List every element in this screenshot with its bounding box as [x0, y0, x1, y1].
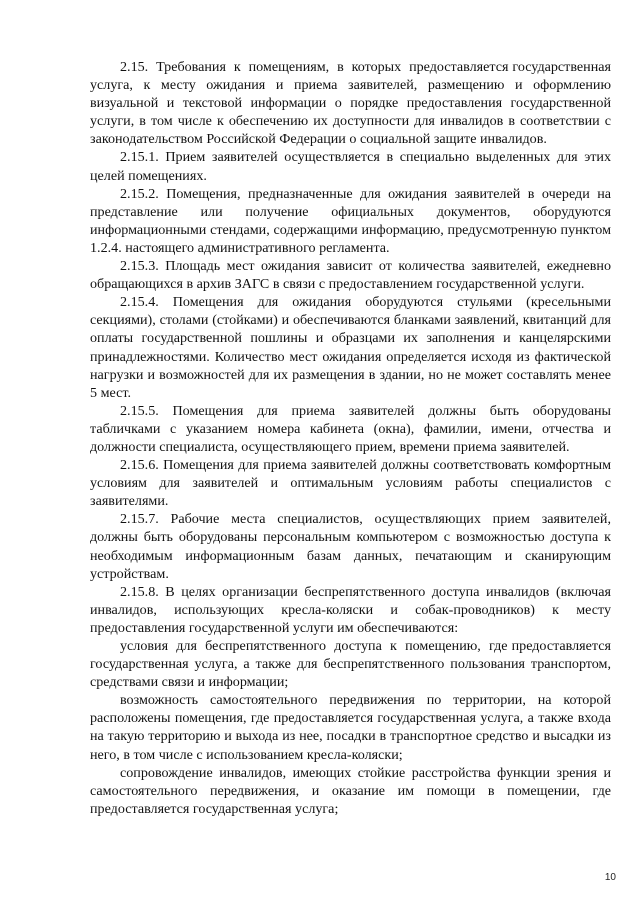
list-item-independent-movement: возможность самостоятельного передвижения по территории, на которой расположены помещения, где предоставляется государственная услуга, а также входа на такую территорию и выхода из нее, посадки в транспортное средство и высадки из него, в том числе с использованием кресла-коляски;	[90, 692, 611, 763]
paragraph-2-15-7: 2.15.7. Рабочие места специалистов, осуществляющих прием заявителей, должны быть оборудованы персональным компьютером с возможностью доступа к необходимым информационным базам данных, печатающим и сканирующим устройствам.	[90, 511, 611, 582]
page-number: 10	[604, 872, 616, 883]
list-item-access-conditions: условия для беспрепятственного доступа к помещению, где предоставляется государственная услуга, а также для беспрепятственного пользования транспортом, средствами связи и информации;	[90, 638, 611, 691]
document-body	[90, 58, 611, 818]
list-item-escort-assistance: сопровождение инвалидов, имеющих стойкие расстройства функции зрения и самостоятельного передвижения, и оказание им помощи в помещении, где предоставляется государственная услуга;	[90, 764, 611, 817]
paragraph-2-15-8: 2.15.8. В целях организации беспрепятственного доступа инвалидов (включая инвалидов, использующих кресла-коляски и собак-проводников) к месту предоставления государственной услуги им обеспечиваются:	[90, 583, 611, 636]
paragraph-2-15-3: 2.15.3. Площадь мест ожидания зависит от количества заявителей, ежедневно обращающихся в архив ЗАГС в связи с предоставлением государственной услуги.	[90, 258, 611, 293]
paragraph-2-15-4: 2.15.4. Помещения для ожидания оборудуются стульями (кресельными секциями), столами (стойками) и обеспечиваются бланками заявлений, квитанций для оплаты государственной пошлины и образцами их заполнения и канцелярскими принадлежностями. Количество мест ожидания определяется исходя из фактической нагрузки и возможностей для их размещения в здании, но не может составлять менее 5 мест.	[90, 294, 611, 401]
paragraph-2-15-5: 2.15.5. Помещения для приема заявителей должны быть оборудованы табличками с указанием номера кабинета (окна), фамилии, имени, отчества и должности специалиста, осуществляющего прием, времени приема заявителей.	[90, 402, 611, 455]
paragraph-2-15-1: 2.15.1. Прием заявителей осуществляется в специально выделенных для этих целей помещениях.	[90, 149, 611, 184]
paragraph-2-15-2: 2.15.2. Помещения, предназначенные для ожидания заявителей в очереди на представление или получение официальных документов, оборудуются информационными стендами, содержащими информацию, предусмотренную пунктом 1.2.4. настоящего административного регламента.	[90, 185, 611, 256]
paragraph-2-15: 2.15. Требования к помещениям, в которых предоставляется государственная услуга, к месту ожидания и приема заявителей, размещению и оформлению визуальной и текстовой информации о порядке предоставления государственной услуги, в том числе к обеспечению их доступности для инвалидов в соответствии с законодательством Российской Федерации о социальной защите инвалидов.	[90, 59, 611, 148]
paragraph-2-15-6: 2.15.6. Помещения для приема заявителей должны соответствовать комфортным условиям для заявителей и оптимальным условиям работы специалистов с заявителями.	[90, 457, 611, 510]
